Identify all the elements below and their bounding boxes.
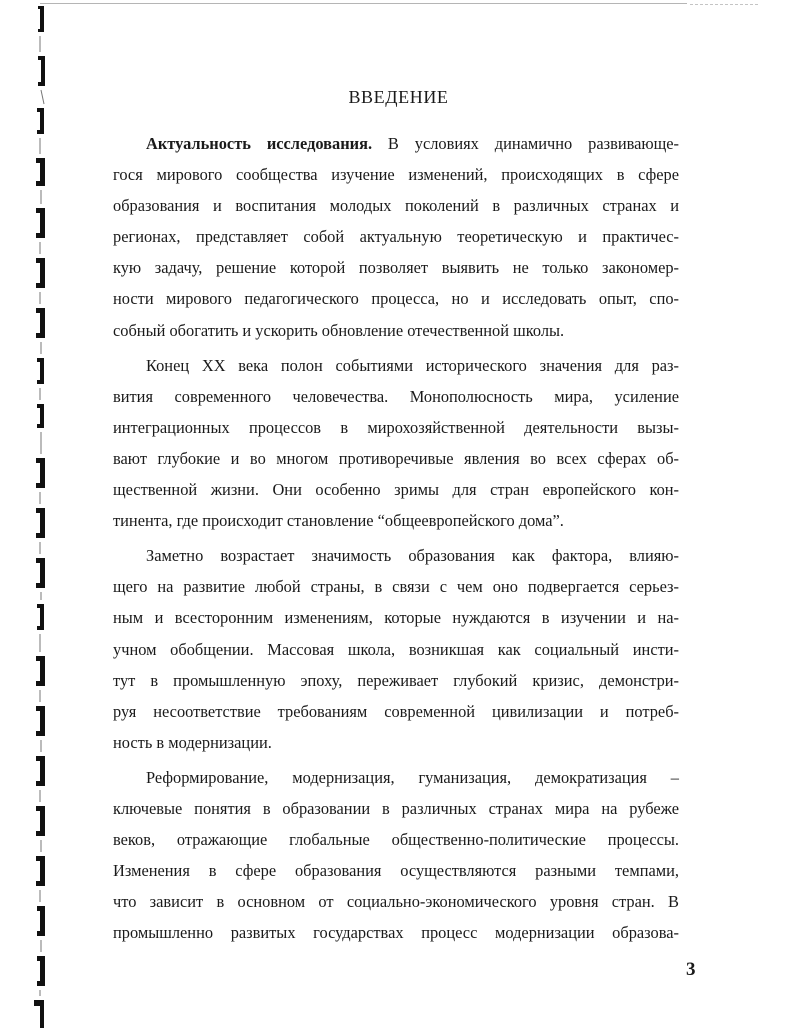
text-line: гося мирового сообщества изучение изменений, происходящих в сфере [113, 165, 679, 185]
text-line: Заметно возрастает значимость образования как фактора, влияю- [146, 546, 679, 566]
text-line: промышленно развитых государствах процесс модернизации образова- [113, 923, 679, 943]
text-line [113, 128, 679, 159]
lead-heading: Актуальность исследования. [146, 134, 373, 153]
binding-rings [0, 0, 60, 1028]
text-line: щего на развитие любой страны, в связи с чем оно подвергается серьез- [113, 577, 679, 597]
text-line: учном обобщении. Массовая школа, возникшая как социальный инсти- [113, 639, 679, 659]
top-scan-edge-right [690, 4, 758, 5]
text-line: образования и воспитания молодых поколений в различных странах и [113, 196, 679, 216]
text-line: ным и всесторонним изменениям, которые нуждаются в изучении и на- [113, 608, 679, 628]
text-line: руя несоответствие требованиям современной цивилизации и потреб- [113, 701, 679, 721]
body-text [113, 128, 679, 948]
text-line: Конец XX века полон событиями исторического значения для раз- [146, 355, 679, 375]
text-line: ключевые понятия в образовании в различных странах мира на рубеже [113, 798, 679, 818]
text-line: тинента, где происходит становление “общеевропейского дома”. [113, 511, 564, 531]
text-line-part: В условиях динамично развивающе- [372, 134, 679, 153]
text-line: Изменения в сфере образования осуществляются разными темпами, [113, 861, 679, 881]
text-line: ности мирового педагогического процесса, но и исследовать опыт, спо- [113, 289, 679, 309]
text-line: вития современного человечества. Монополюсность мира, усиление [113, 386, 679, 406]
top-scan-edge [40, 3, 687, 4]
page-title: ВВЕДЕНИЕ [348, 87, 449, 107]
text-line: собный обогатить и ускорить обновление отечественной школы. [113, 320, 565, 340]
text-line: щественной жизни. Они особенно зримы для стран европейского кон- [113, 480, 679, 500]
text-line: что зависит в основном от социально-экономического уровня стран. В [113, 892, 679, 912]
text-line: регионах, представляет собой актуальную теоретическую и практичес- [113, 227, 679, 247]
text-line: веков, отражающие глобальные общественно-политические процессы. [113, 830, 679, 850]
text-line: интеграционных процессов в мирохозяйственной деятельности вызы- [113, 417, 679, 437]
text-line: Реформирование, модернизация, гуманизация, демократизация – [146, 767, 679, 787]
text-line: тут в промышленную эпоху, переживает глубокий кризис, демонстри- [113, 670, 679, 690]
text-line: вают глубокие и во многом противоречивые явления во всех сферах об- [113, 448, 679, 468]
page-number: 3 [686, 959, 696, 980]
text-line: кую задачу, решение которой позволяет выявить не только закономер- [113, 258, 679, 278]
text-line: ность в модернизации. [113, 732, 272, 752]
